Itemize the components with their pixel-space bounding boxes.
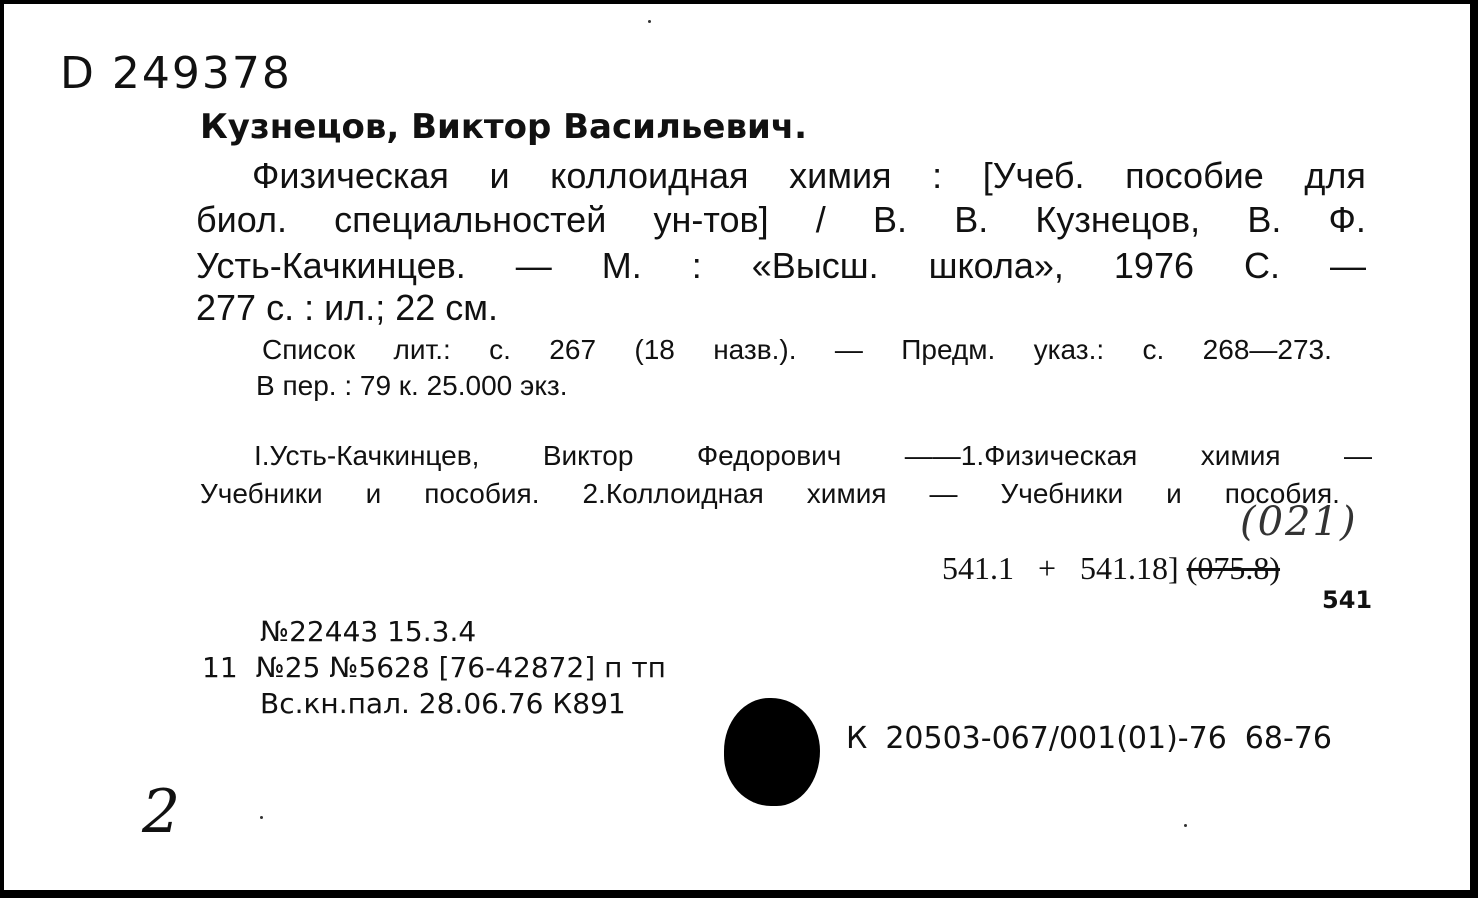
k-letter: К — [846, 721, 868, 756]
tracing-line-1 — [254, 442, 1372, 470]
word: / — [815, 199, 826, 240]
word: с. — [489, 334, 511, 365]
word: ун-тов] — [653, 199, 769, 240]
word: : — [932, 155, 943, 196]
catalog-card — [4, 4, 1470, 890]
word: (18 — [634, 334, 675, 365]
word: и — [1166, 478, 1182, 509]
word: химия — [789, 155, 892, 196]
word: и — [365, 478, 382, 509]
speck — [648, 20, 651, 23]
word: химия — [1200, 440, 1281, 471]
word: пособия. — [424, 478, 540, 509]
punch-hole — [724, 698, 820, 806]
word: 2.Коллоидная — [582, 478, 764, 509]
bibliography-note — [262, 336, 1332, 364]
word: — — [834, 334, 863, 365]
word: В. — [1247, 199, 1282, 240]
word: — — [1343, 440, 1372, 471]
word: химия — [806, 478, 887, 509]
word: Предм. — [901, 334, 996, 365]
word: биол. — [196, 199, 287, 240]
udc-struck: (075.8) — [1186, 550, 1281, 586]
speck — [260, 816, 263, 819]
card-id: D 249378 — [60, 48, 292, 99]
udc-line — [942, 552, 1280, 584]
word: — — [929, 478, 958, 509]
word: специальностей — [334, 199, 607, 240]
word: 267 — [549, 334, 597, 365]
price-note: В пер. : 79 к. 25.000 экз. — [256, 370, 568, 401]
tracing-line-2 — [200, 480, 1340, 508]
word: пособие — [1125, 155, 1264, 196]
word: лит.: — [393, 334, 451, 365]
word: Физическая — [252, 155, 449, 196]
word: Усть-Качкинцев. — [196, 245, 466, 286]
word: Федорович — [696, 440, 842, 471]
handwritten-number: 2 — [142, 777, 181, 847]
word: Список — [262, 334, 356, 365]
word: В. — [873, 199, 908, 240]
title-line-1 — [252, 155, 1366, 196]
word: пособия. — [1224, 478, 1340, 509]
word: «Высш. — [751, 245, 879, 286]
udc-corrected: 541 — [1322, 586, 1373, 614]
word: ——1.Физическая — [904, 440, 1138, 471]
title-line-4: 277 с. : ил.; 22 см. — [196, 287, 498, 328]
title-line-2 — [196, 199, 1366, 240]
k-code-line — [846, 721, 1332, 756]
word: М. — [601, 245, 642, 286]
word: для — [1304, 155, 1366, 196]
registration-line-2 — [202, 651, 666, 684]
registration-prefix: 11 — [202, 651, 238, 684]
word: и — [489, 155, 510, 196]
word: 268—273. — [1202, 334, 1332, 365]
udc-plus: + — [1038, 550, 1057, 586]
word: I.Усть-Качкинцев, — [254, 440, 480, 471]
word: указ.: — [1033, 334, 1105, 365]
word: Учебники — [200, 478, 323, 509]
k-number: 68-76 — [1244, 721, 1332, 756]
registration-numbers: №25 №5628 [76-42872] п тп — [255, 651, 666, 684]
word: Виктор — [542, 440, 634, 471]
word: : — [691, 245, 702, 286]
word: 1976 — [1113, 245, 1194, 286]
word: назв.). — [713, 334, 797, 365]
word: с. — [1142, 334, 1165, 365]
word: школа», — [928, 245, 1064, 286]
author-heading: Кузнецов, Виктор Васильевич. — [200, 107, 808, 147]
registration-line-1: №22443 15.3.4 — [260, 615, 477, 648]
word: Ф. — [1328, 199, 1366, 240]
udc-first: 541.1 — [942, 550, 1014, 586]
word: Кузнецов, — [1035, 199, 1201, 240]
word: [Учеб. — [982, 155, 1085, 196]
title-line-3 — [196, 245, 1366, 286]
word: — — [1330, 245, 1366, 286]
word: коллоидная — [550, 155, 749, 196]
udc-second: 541.18] — [1080, 550, 1179, 586]
word: Учебники — [1000, 478, 1124, 509]
word: В. — [954, 199, 989, 240]
speck — [1184, 824, 1187, 827]
registration-line-3: Вс.кн.пал. 28.06.76 К891 — [260, 687, 626, 720]
word: С. — [1244, 245, 1280, 286]
word: — — [515, 245, 552, 286]
k-code: 20503-067/001(01)-76 — [885, 721, 1227, 756]
handwritten-udc: (021) — [1240, 499, 1358, 545]
